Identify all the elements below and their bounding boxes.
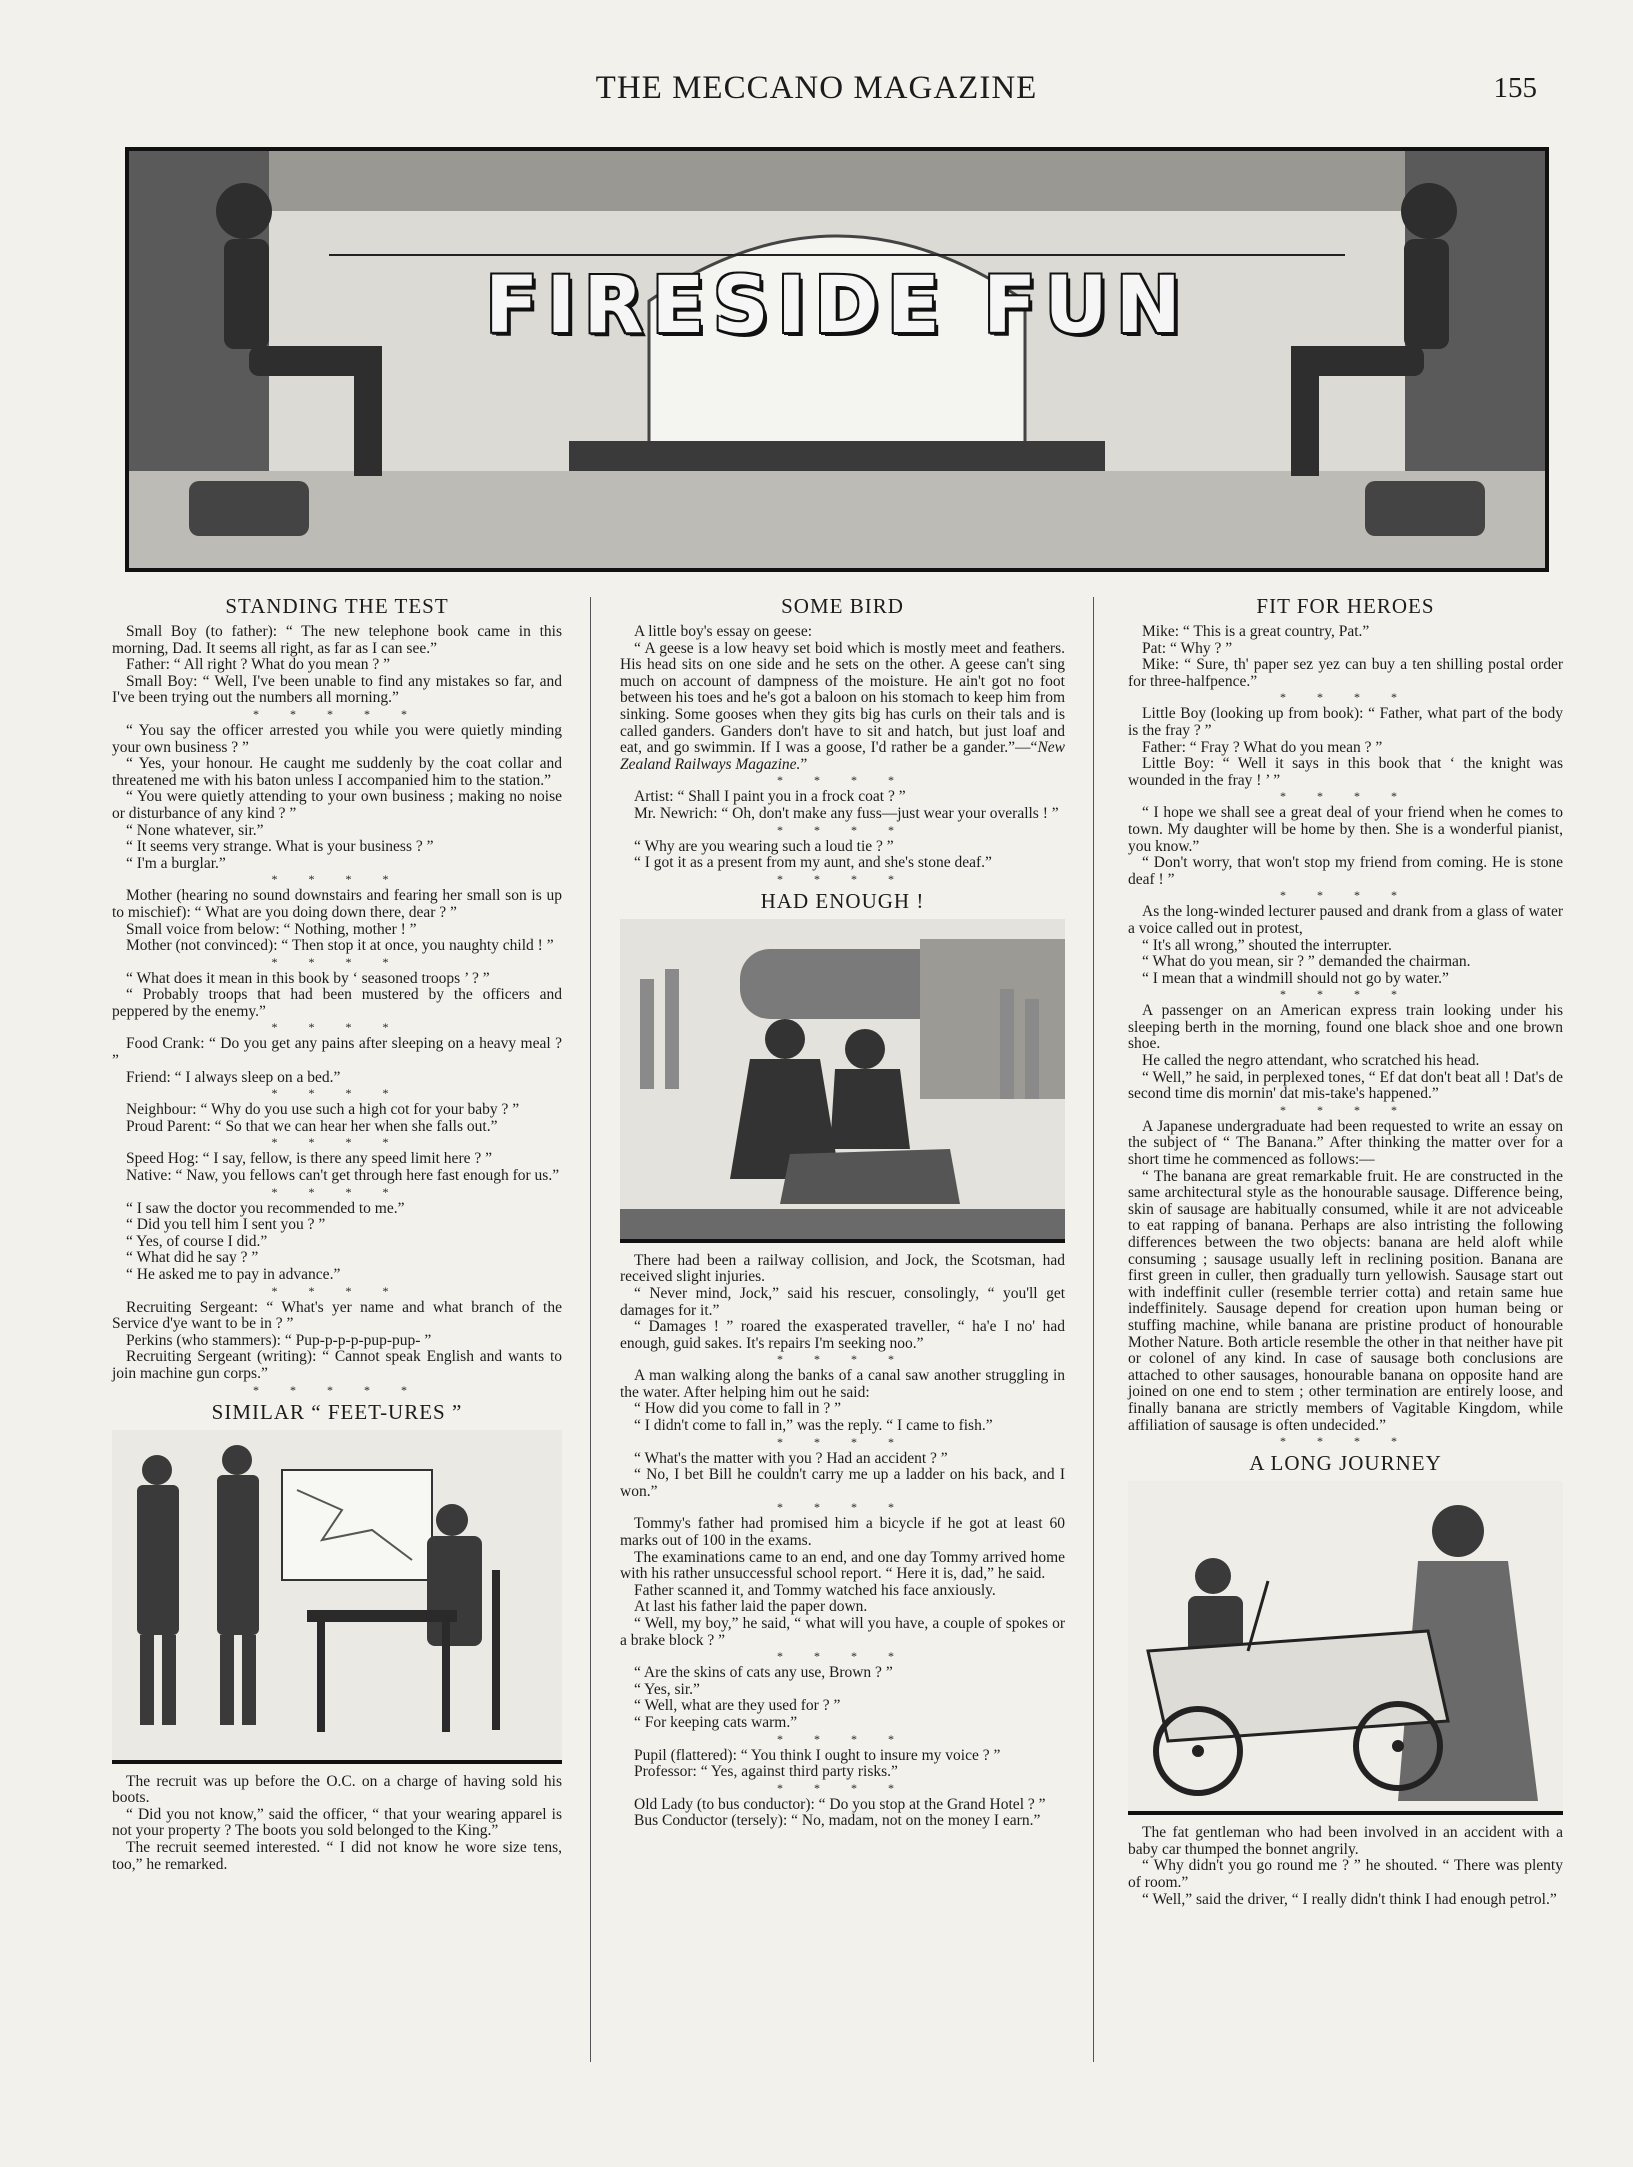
paragraph: “ What did he say ? ” (126, 1249, 259, 1267)
paragraph: “ It seems very strange. What is your business ? ” (126, 838, 434, 856)
separator-stars: * * * * (1280, 690, 1411, 705)
scotsman-and-rescuer-drawing (620, 919, 1065, 1239)
paragraph: “ Well, my boy,” he said, “ what will you have, a couple of spokes or a brake block ? ” (620, 1615, 1065, 1649)
source-citation: New Zealand Railways Magazine. (620, 739, 1065, 773)
paragraph: Proud Parent: “ So that we can hear her when she falls out.” (126, 1117, 498, 1135)
paragraph: A passenger on an American express train looking under his sleeping berth in the morning, found one black shoe and one brown shoe. (1128, 1002, 1563, 1053)
separator-stars: * * * * (1280, 1102, 1411, 1117)
paragraph: Mike: “ Sure, th' paper sez yez can buy a ten shilling postal order for three-halfpence.” (1128, 656, 1563, 690)
paragraph: “ Well,” said the driver, “ I really didn't think I had enough petrol.” (1142, 1890, 1557, 1908)
separator-stars: * * * * (777, 773, 908, 788)
paragraph: “ For keeping cats warm.” (634, 1713, 798, 1731)
baby-car-illustration (1128, 1481, 1563, 1815)
paragraph: “ Are the skins of cats any use, Brown ? ” (634, 1664, 893, 1682)
separator-stars: * * * * (271, 1184, 403, 1199)
heading-a-long-journey: A LONG JOURNEY (1249, 1451, 1442, 1476)
paragraph: “ Well,” he said, in perplexed tones, “ Ef dat don't beat all ! Dat's de second time dis mornin' dat mis-take's happened.” (1128, 1068, 1563, 1103)
paragraph: A little boy's essay on geese: (634, 623, 813, 640)
separator-stars: * * * * (271, 1135, 403, 1150)
paragraph: Father: “ All right ? What do you mean ? ” (126, 656, 390, 674)
separator-stars: * * * * (1280, 1434, 1411, 1449)
paragraph: Friend: “ I always sleep on a bed.” (126, 1068, 341, 1086)
column-divider (1093, 597, 1094, 2062)
paragraph: “ Well, what are they used for ? ” (634, 1697, 841, 1715)
paragraph: Small Boy: “ Well, I've been unable to find any mistakes so far, and I've been trying out the numbers all morning.” (112, 672, 562, 707)
banner-title: FIRESIDE FUN (485, 261, 1189, 351)
car-and-fat-gentleman-drawing (1128, 1481, 1563, 1811)
paragraph: Bus Conductor (tersely): “ No, madam, not on the money I earn.” (634, 1812, 1041, 1830)
separator-stars: * * * * (271, 872, 403, 887)
separator-stars: * * * * (777, 1780, 908, 1795)
paragraph: There had been a railway collision, and Jock, the Scotsman, had received slight injuries. (620, 1251, 1065, 1286)
paragraph: “ Yes, of course I did.” (126, 1232, 268, 1250)
separator-stars: * * * * (777, 1500, 908, 1515)
separator-stars: * * * * (1280, 789, 1411, 804)
paragraph: “ No, I bet Bill he couldn't carry me up a ladder on his back, and I won.” (620, 1466, 1065, 1500)
page-number: 155 (1493, 72, 1537, 104)
paragraph: Artist: “ Shall I paint you in a frock coat ? ” (634, 788, 906, 806)
paragraph: “ I got it as a present from my aunt, and she's stone deaf.” (634, 854, 992, 872)
separator-stars: * * * * (1280, 888, 1411, 903)
column-right (1128, 590, 1563, 1908)
separator-stars: * * * * (271, 1283, 403, 1298)
paragraph: “ None whatever, sir.” (126, 821, 264, 839)
paragraph: Little Boy (looking up from book): “ Father, what part of the body is the fray ? ” (1128, 705, 1563, 739)
separator-stars: * * * * * (253, 706, 421, 721)
paragraph: “ I didn't come to fall in,” was the reply. “ I came to fish.” (634, 1417, 993, 1435)
paragraph: “ The banana are great remarkable fruit. He are constructed in the same architectural style as the honourable sausage. Difference being, skin of sausage are habitually consumed, while it are not adviceable to eat rapping of banana. Perhaps are also intristing the following differences between the two objects: banana are held aloft while consuming ; sausage usually left in reclining position. Banana are first green in culler, then gradually turn yellowish. Sausage start out with indeffinit culler (resemble terrier cotta) and retain same hue indeffinitely. Sausage depend for creation upon human being or stuffing machine, while banana are pristine product of honourable Mother Nature. Both article resemble the other in that neither have pit or colonel of any kind. In case of sausage both conclusions are attached to other sausages, honourable banana on opposite hand are joined on one end to stem ; other termination are entirely loose, and finally banana are strictly members of Vagitable Kingdom, while affiliation of sausage is often undecided.” (1128, 1167, 1563, 1434)
paragraph: “ It's all wrong,” shouted the interrupter. (1142, 936, 1392, 954)
paragraph: At last his father laid the paper down. (634, 1598, 868, 1616)
paragraph: Neighbour: “ Why do you use such a high cot for your baby ? ” (126, 1101, 520, 1119)
column-left (112, 590, 562, 1873)
paragraph: As the long-winded lecturer paused and drank from a glass of water a voice called out in protest, (1128, 903, 1563, 937)
paragraph: The recruit seemed interested. “ I did not know he wore size tens, too,” he remarked. (112, 1838, 562, 1873)
paragraph: Native: “ Naw, you fellows can't get through here fast enough for us.” (126, 1167, 560, 1185)
fireside-fun-banner (125, 147, 1549, 572)
soldiers-and-officer-drawing (112, 1430, 562, 1760)
paragraph: Mother (not convinced): “ Then stop it at once, you naughty child ! ” (126, 937, 554, 955)
paragraph: Tommy's father had promised him a bicycle if he got at least 60 marks out of 100 in the exams. (620, 1515, 1065, 1550)
paragraph: “ Probably troops that had been mustered by the officers and peppered by the enemy.” (112, 986, 562, 1020)
paragraph: “ Why are you wearing such a loud tie ? ” (634, 837, 894, 855)
paragraph: Mike: “ This is a great country, Pat.” (1142, 623, 1370, 640)
paragraph: “ How did you come to fall in ? ” (634, 1400, 842, 1418)
separator-stars: * * * * (777, 1352, 908, 1367)
column-middle (620, 590, 1065, 1830)
page-header (0, 70, 1633, 110)
column-divider (590, 597, 591, 2062)
heading-standing-the-test: STANDING THE TEST (225, 594, 449, 618)
heading-similar-feet-ures: SIMILAR “ FEET-URES ” (211, 1399, 463, 1424)
paragraph: “ Did you not know,” said the officer, “ that your wearing apparel is not your property ? The boots you sold belonged to the King.” (112, 1805, 562, 1840)
paragraph: “ You say the officer arrested you while you were quietly minding your own business ? ” (112, 721, 562, 756)
essay-text: “ A geese is a low heavy set boid which is mostly meet and feathers. His head sits on one side and he sets on the other. A geese can't sing much on account of dampness of the moisture. He ain't got no foot between his toes and he's got a baloon on his stomach to keep him from sinking. Some gooses when they gits big has curls on their tals and is called ganders. Ganders don't have to sit and hatch, but just loaf and eat, and go swimmin. If I was a goose, I'd rather be a gander.”—“ (620, 639, 1065, 757)
paragraph: He called the negro attendant, who scratched his head. (1142, 1052, 1480, 1070)
paragraph: “ He asked me to pay in advance.” (126, 1266, 341, 1283)
paragraph: Small Boy (to father): “ The new telephone book came in this morning, Dad. It seems all right, as far as I can see.” (112, 623, 562, 657)
paragraph: Mother (hearing no sound downstairs and fearing her small son is up to mischief): “ What are you doing down there, dear ? ” (112, 887, 562, 921)
paragraph: Pat: “ Why ? ” (1142, 639, 1233, 657)
paragraph: Father: “ Fray ? What do you mean ? ” (1142, 738, 1383, 756)
paragraph: Father scanned it, and Tommy watched his face anxiously. (634, 1581, 996, 1599)
paragraph: Recruiting Sergeant: “ What's yer name and what branch of the Service d'ye want to be in ? ” (112, 1298, 562, 1333)
paragraph: Small voice from below: “ Nothing, mother ! ” (126, 920, 417, 938)
paragraph: “ What's the matter with you ? Had an accident ? ” (634, 1449, 948, 1467)
recruit-illustration (112, 1430, 562, 1764)
separator-stars: * * * * (271, 1020, 403, 1035)
paragraph: Mr. Newrich: “ Oh, don't make any fuss—just wear your overalls ! ” (634, 804, 1059, 822)
closing-quote: ” (800, 755, 808, 773)
paragraph: Little Boy: “ Well it says in this book that ‘ the knight was wounded in the fray ! ’ ” (1128, 755, 1563, 789)
paragraph: Speed Hog: “ I say, fellow, is there any speed limit here ? ” (126, 1150, 492, 1168)
separator-stars: * * * * (1280, 987, 1411, 1002)
paragraph: “ Why didn't you go round me ? ” he shouted. “ There was plenty of room.” (1128, 1857, 1563, 1891)
paragraph: Old Lady (to bus conductor): “ Do you stop at the Grand Hotel ? ” (634, 1795, 1046, 1813)
paragraph: “ Don't worry, that won't stop my friend from coming. He is stone deaf ! ” (1128, 854, 1563, 888)
separator-stars: * * * * (777, 1731, 908, 1746)
paragraph: “ Did you tell him I sent you ? ” (126, 1216, 326, 1234)
banner-illustration (129, 151, 1545, 568)
separator-stars: * * * * (777, 871, 908, 886)
paragraph: The recruit was up before the O.C. on a charge of having sold his boots. (112, 1772, 562, 1807)
paragraph (620, 641, 1065, 774)
paragraph: Professor: “ Yes, against third party risks.” (634, 1763, 898, 1781)
paragraph: Food Crank: “ Do you get any pains after sleeping on a heavy meal ? ” (112, 1035, 562, 1070)
paragraph: The examinations came to an end, and one day Tommy arrived home with his rather unsuccessful school report. “ Here it is, dad,” he said. (620, 1548, 1065, 1583)
railway-collision-illustration (620, 919, 1065, 1243)
paragraph: “ You were quietly attending to your own business ; making no noise or disturbance of any kind ? ” (112, 788, 562, 822)
paragraph: The fat gentleman who had been involved in an accident with a baby car thumped the bonnet angrily. (1128, 1824, 1563, 1858)
separator-stars: * * * * * (253, 1382, 421, 1397)
paragraph: “ I hope we shall see a great deal of your friend when he comes to town. My daughter will be home by then. She is a wonderful pianist, you know.” (1128, 804, 1563, 855)
separator-stars: * * * * (777, 822, 908, 837)
paragraph: “ Damages ! ” roared the exasperated traveller, “ ha'e I no' had enough, guid sakes. It's repairs I'm seeking noo.” (620, 1318, 1065, 1352)
heading-fit-for-heroes: FIT FOR HEROES (1256, 594, 1435, 618)
paragraph: “ I saw the doctor you recommended to me.” (126, 1199, 405, 1217)
separator-stars: * * * * (777, 1649, 908, 1664)
paragraph: Recruiting Sergeant (writing): “ Cannot speak English and wants to join machine gun corps.” (112, 1348, 562, 1382)
separator-stars: * * * * (271, 1086, 403, 1101)
paragraph: “ Yes, your honour. He caught me suddenly by the coat collar and threatened me with his baton unless I accompanied him to the station.” (112, 755, 562, 789)
paragraph: Pupil (flattered): “ You think I ought to insure my voice ? ” (634, 1746, 1001, 1764)
separator-stars: * * * * (271, 954, 403, 969)
heading-some-bird: SOME BIRD (781, 594, 904, 618)
paragraph: “ What do you mean, sir ? ” demanded the chairman. (1142, 953, 1471, 971)
paragraph: A Japanese undergraduate had been requested to write an essay on the subject of “ The Banana.” After thinking the matter over for a short time he commenced as follows:— (1128, 1117, 1563, 1169)
paragraph: A man walking along the banks of a canal saw another struggling in the water. After helping him out he said: (620, 1367, 1065, 1401)
paragraph: Perkins (who stammers): “ Pup-p-p-p-pup-pup- ” (126, 1331, 432, 1349)
magazine-title: THE MECCANO MAGAZINE (595, 70, 1038, 106)
paragraph: “ I mean that a windmill should not go by water.” (1142, 969, 1449, 987)
paragraph: “ What does it mean in this book by ‘ seasoned troops ’ ? ” (126, 969, 490, 987)
paragraph: “ Yes, sir.” (634, 1680, 700, 1698)
paragraph: “ Never mind, Jock,” said his rescuer, consolingly, “ you'll get damages for it.” (620, 1284, 1065, 1319)
heading-had-enough: HAD ENOUGH ! (760, 888, 925, 913)
separator-stars: * * * * (777, 1434, 908, 1449)
paragraph: “ I'm a burglar.” (126, 854, 226, 872)
